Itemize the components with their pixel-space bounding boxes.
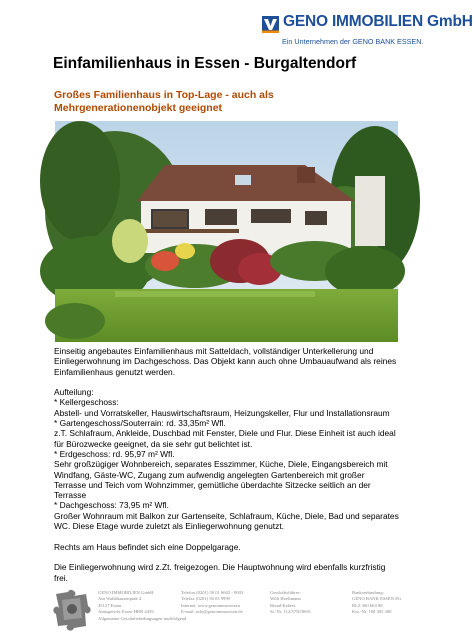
page-footer (0, 588, 452, 640)
text-line: Einfamilienhaus genutzt werden. (54, 366, 176, 377)
footer-line: Telefax (0201) 56 03 9999 (181, 596, 230, 602)
footer-line: Bernd Kehres (270, 602, 296, 608)
footer-line: Am Waldthausenpark 4 (98, 596, 142, 602)
text-line: Sehr großzügiger Wohnbereich, separates Esszimmer, Küche, Diele, Eingangsbereich mit (54, 459, 388, 470)
text-line: Die Einliegerwohnung wird z.Zt. freigezogen. Die Hauptwohnung wird ebenfalls kurzfristig (54, 562, 386, 573)
footer-line: Telefon (0201) 50 01 6602 - 0003 (181, 590, 244, 595)
footer-line: Bankverbindung: (352, 590, 384, 595)
footer-column-contact (181, 590, 243, 616)
subtitle-line: Großes Familienhaus in Top-Lage - auch als (54, 89, 274, 101)
footer-column-management (270, 590, 311, 616)
text-line: Einliegerwohnung im Dachgeschoss. Das Objekt kann auch ohne Umbauaufwand als reines (54, 356, 397, 367)
footer-line: GENO BANK ESSEN EG (352, 596, 402, 602)
text-line: frei. (54, 572, 68, 583)
text-line: Terrasse (54, 490, 87, 501)
footer-line: E-mail: info@genoimmoessen.de (181, 609, 243, 615)
paragraph-garage (54, 542, 400, 552)
text-line: für Bürozwecke geeignet, da sie sehr gut belichtet ist. (54, 438, 253, 449)
text-line: z.T. Schlafraum, Ankleide, Duschbad mit Fenster, Diele und Flur. Diese Einheit ist auch ideal (54, 428, 396, 439)
footer-line: Willi Hoeltmann (270, 596, 301, 602)
footer-line: Amtsgericht Essen HRB 4459 (98, 609, 154, 615)
house-photo-icon (55, 121, 398, 342)
footer-line: St.-Nr. 112/5750/0691 (270, 609, 312, 615)
text-line: * Gartengeschoss/Souterrain: rd. 33,35m² Wfl. (54, 418, 226, 429)
footer-line: BLZ 360 604 88 (352, 602, 383, 608)
house-photo (55, 121, 398, 342)
text-line: Terrasse und Teich vom Wohnzimmer, gemütliche überdachte Sitzecke seitlich an der (54, 479, 371, 490)
page-title: Einfamilienhaus in Essen - Burgaltendorf (53, 55, 357, 72)
subtitle (54, 89, 354, 115)
footer-line: 45127 Essen (98, 602, 122, 608)
company-name: GENO IMMOBILIEN GmbH (283, 13, 473, 30)
text-line: Einseitig angebautes Einfamilienhaus mit Satteldach, vollständiger Unterkellerung und (54, 346, 374, 356)
text-line: Windfang, Gäste-WC, Zugang zum aufwendig angelegten Gartenbereich mit großer (54, 469, 365, 480)
text-line: * Kellergeschoss: (54, 397, 119, 408)
footer-line: Kto.-Nr. 108 305 300 (352, 609, 392, 615)
puzzle-seal-icon (52, 588, 94, 634)
paragraph-layout (54, 387, 400, 531)
paragraph-intro (54, 346, 400, 377)
footer-line: Internet: www.genoimmosessen (181, 602, 240, 608)
text-line: Aufteilung: (54, 387, 94, 398)
footer-column-company (98, 590, 186, 622)
text-line: Rechts am Haus befindet sich eine Doppelgarage. (54, 541, 241, 552)
text-line: * Erdgeschoss: rd. 95,97 m² Wfl. (54, 448, 175, 459)
description (54, 346, 400, 593)
text-line: * Dachgeschoss: 73,95 m² Wfl. (54, 500, 169, 511)
company-logo (262, 13, 473, 53)
footer-column-bank (352, 590, 401, 616)
vr-bank-logo-icon (262, 16, 279, 33)
paragraph-availability (54, 562, 400, 583)
footer-line: Geschäftsführer: (270, 590, 301, 595)
subtitle-line: Mehrgenerationenobjekt geeignet (54, 102, 223, 114)
text-line: WC. Diese Etage wurde zuletzt als Einliegerwohnung genutzt. (54, 521, 284, 532)
company-tagline: Ein Unternehmen der GENO BANK ESSEN. (282, 37, 424, 46)
footer-line: GENO IMMOBILIEN GmbH (98, 590, 154, 595)
text-line: Großer Wohnraum mit Balkon zur Gartenseite, Schlafraum, Küche, Diele, Bad und separates (54, 510, 399, 521)
text-line: Abstell- und Vorratskeller, Hauswirtschaftsraum, Heizungskeller, Flur und Installationsraum (54, 407, 390, 418)
footer-line: Allgemeine Geschäftsbedingungen nachfolgend (98, 615, 187, 621)
